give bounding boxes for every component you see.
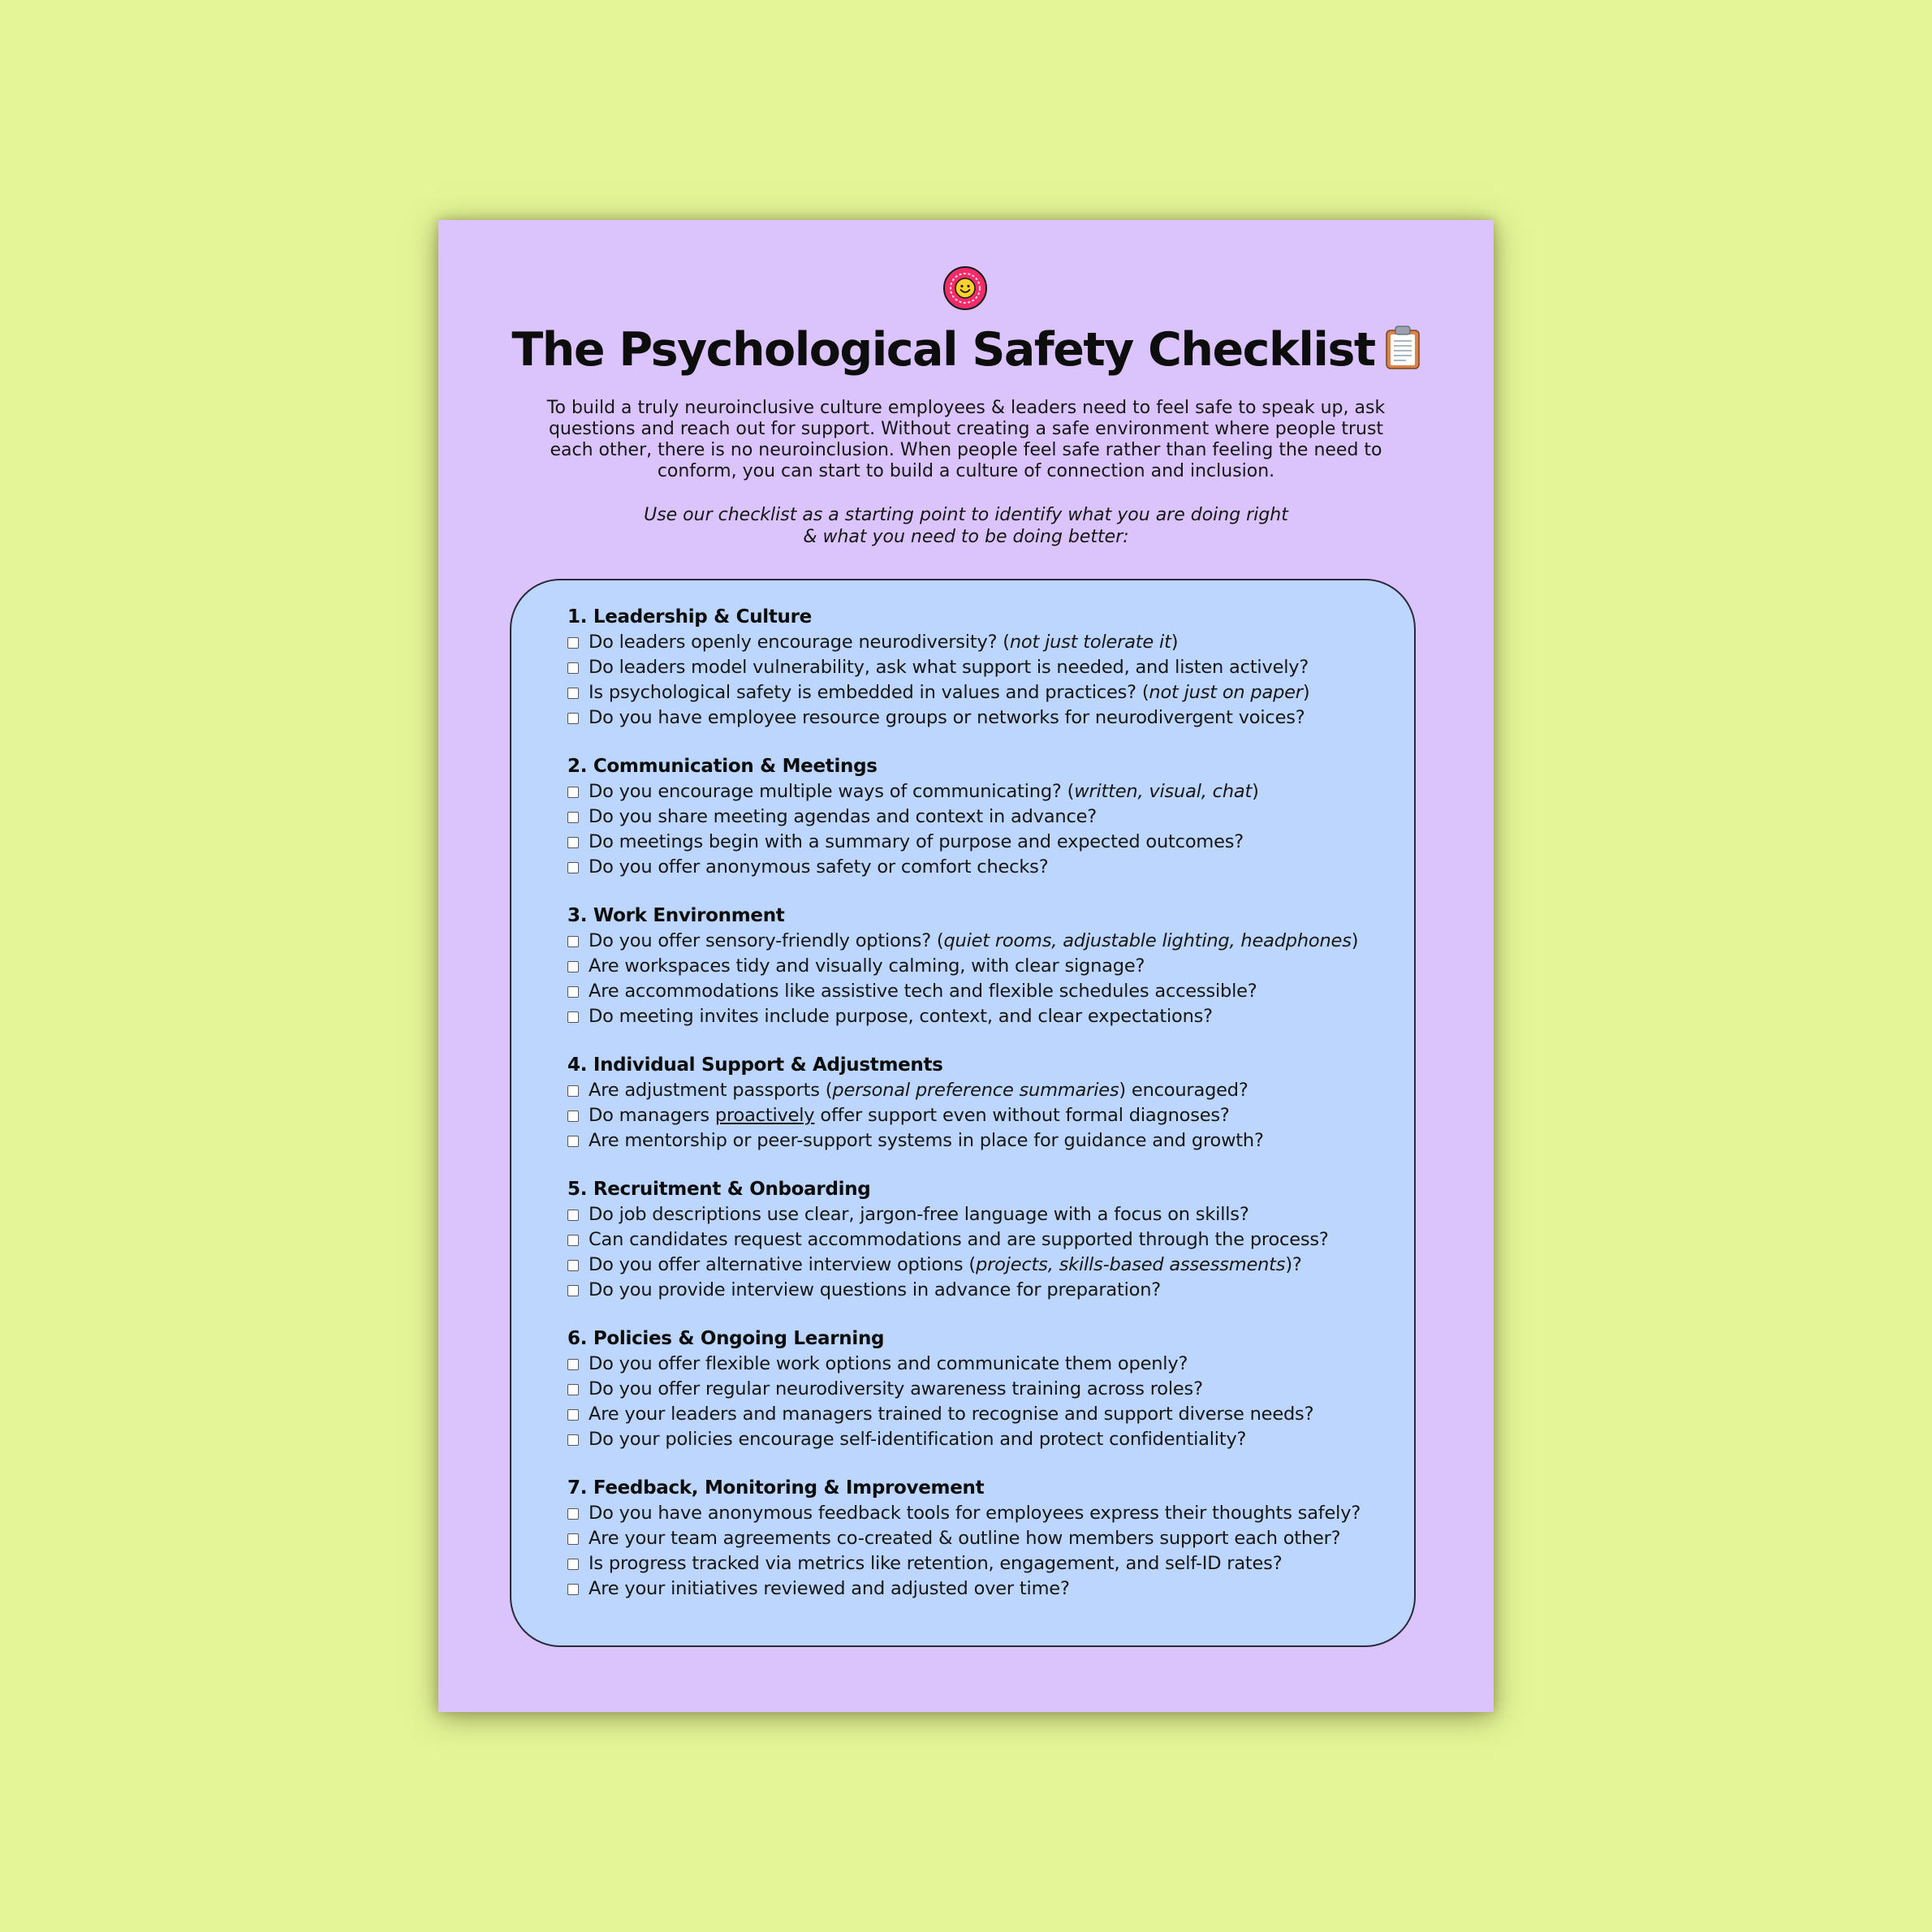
instruction-line-2: & what you need to be doing better: — [803, 527, 1129, 547]
item-text: Is psychological safety is embedded in values and practices? ( — [589, 682, 1149, 703]
checkbox[interactable] — [567, 1210, 579, 1221]
checklist-item — [567, 1278, 1382, 1303]
checkbox[interactable] — [567, 637, 579, 649]
item-text: Do your policies encourage self-identification and protect confidentiality? — [589, 1429, 1247, 1450]
item-italic-text: not just tolerate it — [1009, 632, 1171, 653]
item-text: Do you offer alternative interview options ( — [589, 1254, 976, 1275]
checklist-item-text — [589, 1526, 1340, 1551]
checklist-sheet — [438, 220, 1494, 1712]
checklist-item — [567, 804, 1382, 830]
checkbox[interactable] — [567, 1260, 579, 1271]
checklist-item — [567, 1128, 1382, 1154]
item-text: Are adjustment passports ( — [589, 1080, 833, 1101]
checklist-item — [567, 1402, 1382, 1427]
checkbox[interactable] — [567, 1434, 579, 1446]
item-text: Are workspaces tidy and visually calming, with clear signage? — [589, 955, 1145, 977]
item-text: Do meetings begin with a summary of purpose and expected outcomes? — [589, 831, 1244, 852]
checkbox[interactable] — [567, 1285, 579, 1296]
checklist-item-text — [589, 1352, 1188, 1377]
checkbox[interactable] — [567, 862, 579, 873]
checklist-item — [567, 655, 1382, 680]
item-text: Do you have anonymous feedback tools for employees express their thoughts safely? — [589, 1503, 1361, 1524]
checklist-card — [510, 579, 1416, 1647]
item-text: Do you offer regular neurodiversity awareness training across roles? — [589, 1378, 1203, 1399]
checklist-item — [567, 855, 1382, 880]
checklist-item-text — [589, 630, 1178, 655]
instruction-text — [560, 504, 1372, 548]
item-text-end: ) — [1252, 781, 1259, 802]
item-text-end: ) — [1171, 632, 1179, 653]
checklist-item — [567, 929, 1382, 954]
section-title: 3. Work Environment — [567, 905, 785, 926]
checkbox[interactable] — [567, 812, 579, 823]
checkbox[interactable] — [567, 1359, 579, 1370]
checklist-item — [567, 1103, 1382, 1128]
checkbox[interactable] — [567, 1559, 579, 1570]
clipboard-icon — [1385, 325, 1421, 370]
item-text-end: offer support even without formal diagnoses? — [814, 1105, 1230, 1126]
checkbox[interactable] — [567, 1235, 579, 1246]
item-text: Do you share meeting agendas and context in advance? — [589, 806, 1098, 827]
checklist-item — [567, 1501, 1382, 1526]
checklist-item — [567, 830, 1382, 855]
checklist-item — [567, 979, 1382, 1004]
checkbox[interactable] — [567, 1409, 579, 1421]
smiley-badge-icon — [943, 266, 987, 310]
checklist-item-text — [589, 804, 1097, 830]
checklist-item — [567, 779, 1382, 804]
item-underlined-text: proactively — [714, 1105, 815, 1126]
intro-paragraph: To build a truly neuroinclusive culture employees & leaders need to feel safe to speak up, ask questions and reach out for support. Without creating a safe environment where people trust each other, there is no neuroinclusion. When people feel safe rather than feeling the need to conform, you can start to build a culture of connection and inclusion. — [546, 398, 1386, 481]
checkbox[interactable] — [567, 936, 579, 947]
item-text-end: ) — [1302, 682, 1310, 703]
item-text-end: ) encouraged? — [1119, 1080, 1248, 1101]
item-italic-text: quiet rooms, adjustable lighting, headphones — [943, 930, 1352, 951]
checklist-item-text — [589, 705, 1305, 731]
item-text: Do job descriptions use clear, jargon-free language with a focus on skills? — [589, 1204, 1249, 1225]
checklist-item-text — [589, 1078, 1248, 1103]
item-text: Do you offer flexible work options and communicate them openly? — [589, 1353, 1188, 1374]
item-italic-text: personal preference summaries — [832, 1080, 1119, 1101]
checklist-item-text — [589, 680, 1309, 705]
checklist-item-text — [589, 1501, 1361, 1526]
item-text: Are accommodations like assistive tech and flexible schedules accessible? — [589, 981, 1257, 1002]
checklist-item — [567, 1377, 1382, 1402]
section-title: 6. Policies & Ongoing Learning — [567, 1328, 885, 1349]
page-title — [438, 323, 1494, 377]
checklist-item-text — [589, 1004, 1213, 1029]
checklist-item-text — [589, 830, 1244, 855]
checklist-item-text — [589, 1427, 1246, 1452]
checklist-item — [567, 1004, 1382, 1029]
item-text: Do you encourage multiple ways of communicating? ( — [589, 781, 1075, 802]
checklist-item-text — [589, 954, 1145, 979]
item-text: Are mentorship or peer-support systems in place for guidance and growth? — [589, 1130, 1264, 1151]
item-text-end: )? — [1285, 1254, 1302, 1275]
checklist-item — [567, 630, 1382, 655]
checklist-item — [567, 1352, 1382, 1377]
checklist-item — [567, 1253, 1382, 1278]
checklist-item-text — [589, 1278, 1161, 1303]
item-italic-text: not just on paper — [1149, 682, 1303, 703]
checkbox[interactable] — [567, 713, 579, 724]
checklist-item — [567, 1227, 1382, 1253]
section-title: 5. Recruitment & Onboarding — [567, 1179, 871, 1200]
checklist-item-text — [589, 855, 1048, 880]
checklist-item — [567, 954, 1382, 979]
checklist-item — [567, 1551, 1382, 1576]
checklist-item-text — [589, 929, 1358, 954]
section-title: 2. Communication & Meetings — [567, 756, 878, 777]
item-text: Do you offer sensory-friendly options? ( — [589, 930, 944, 951]
checklist-item-text — [589, 1551, 1282, 1576]
checkbox[interactable] — [567, 961, 579, 972]
checkbox[interactable] — [567, 787, 579, 798]
item-italic-text: projects, skills-based assessments — [975, 1254, 1286, 1275]
checklist-item — [567, 680, 1382, 705]
section-title: 7. Feedback, Monitoring & Improvement — [567, 1477, 985, 1499]
checklist-item — [567, 1576, 1382, 1602]
checklist-item-text — [589, 1227, 1329, 1253]
checklist-item — [567, 1526, 1382, 1551]
item-text: Do leaders openly encourage neurodiversity? ( — [589, 632, 1010, 653]
item-text: Do you have employee resource groups or networks for neurodivergent voices? — [589, 707, 1305, 728]
checkbox[interactable] — [567, 986, 579, 998]
checkbox[interactable] — [567, 662, 579, 674]
item-text: Is progress tracked via metrics like retention, engagement, and self-ID rates? — [589, 1553, 1283, 1574]
checklist-item — [567, 1427, 1382, 1452]
checkbox[interactable] — [567, 837, 579, 848]
checklist-item-text — [589, 979, 1257, 1004]
checklist-section — [567, 903, 1382, 1029]
section-title: 4. Individual Support & Adjustments — [567, 1054, 943, 1076]
checkbox[interactable] — [567, 688, 579, 699]
item-text-end: ) — [1351, 930, 1359, 951]
checklist-item-text — [589, 1576, 1070, 1602]
section-title: 1. Leadership & Culture — [567, 606, 812, 627]
checklist-section — [567, 1053, 1382, 1154]
checkbox[interactable] — [567, 1110, 579, 1122]
item-text: Can candidates request accommodations and are supported through the process? — [589, 1229, 1329, 1250]
item-text: Do meeting invites include purpose, context, and clear expectations? — [589, 1006, 1213, 1027]
instruction-line-1: Use our checklist as a starting point to identify what you are doing right — [644, 505, 1288, 525]
item-text: Do you offer anonymous safety or comfort checks? — [589, 856, 1049, 878]
checklist-item-text — [589, 1402, 1313, 1427]
checklist-item-text — [589, 1128, 1264, 1154]
checklist-item — [567, 705, 1382, 731]
item-text: Do managers — [589, 1105, 715, 1126]
checklist-section — [567, 1476, 1382, 1602]
checkbox[interactable] — [567, 1136, 579, 1147]
checkbox[interactable] — [567, 1011, 579, 1023]
checkbox[interactable] — [567, 1384, 579, 1395]
checklist-section — [567, 754, 1382, 880]
item-text: Are your initiatives reviewed and adjusted over time? — [589, 1578, 1070, 1599]
checklist-item — [567, 1202, 1382, 1227]
checkbox[interactable] — [567, 1508, 579, 1520]
checklist-item-text — [589, 1253, 1302, 1278]
checkbox[interactable] — [567, 1533, 579, 1545]
checklist-item-text — [589, 779, 1259, 804]
checklist-section — [567, 1326, 1382, 1452]
item-text: Do leaders model vulnerability, ask what support is needed, and listen actively? — [589, 657, 1309, 678]
checklist-item-text — [589, 1103, 1230, 1128]
item-text: Are your team agreements co-created & outline how members support each other? — [589, 1528, 1341, 1549]
checkbox[interactable] — [567, 1085, 579, 1097]
checklist-section — [567, 605, 1382, 731]
item-text: Are your leaders and managers trained to recognise and support diverse needs? — [589, 1404, 1314, 1425]
item-italic-text: written, visual, chat — [1074, 781, 1253, 802]
checklist-item-text — [589, 655, 1309, 680]
item-text: Do you provide interview questions in advance for preparation? — [589, 1279, 1162, 1300]
checklist-section — [567, 1177, 1382, 1303]
checklist-item — [567, 1078, 1382, 1103]
page-title-text: The Psychological Safety Checklist — [511, 323, 1375, 377]
checkbox[interactable] — [567, 1584, 579, 1595]
checklist-item-text — [589, 1377, 1203, 1402]
checklist-item-text — [589, 1202, 1249, 1227]
